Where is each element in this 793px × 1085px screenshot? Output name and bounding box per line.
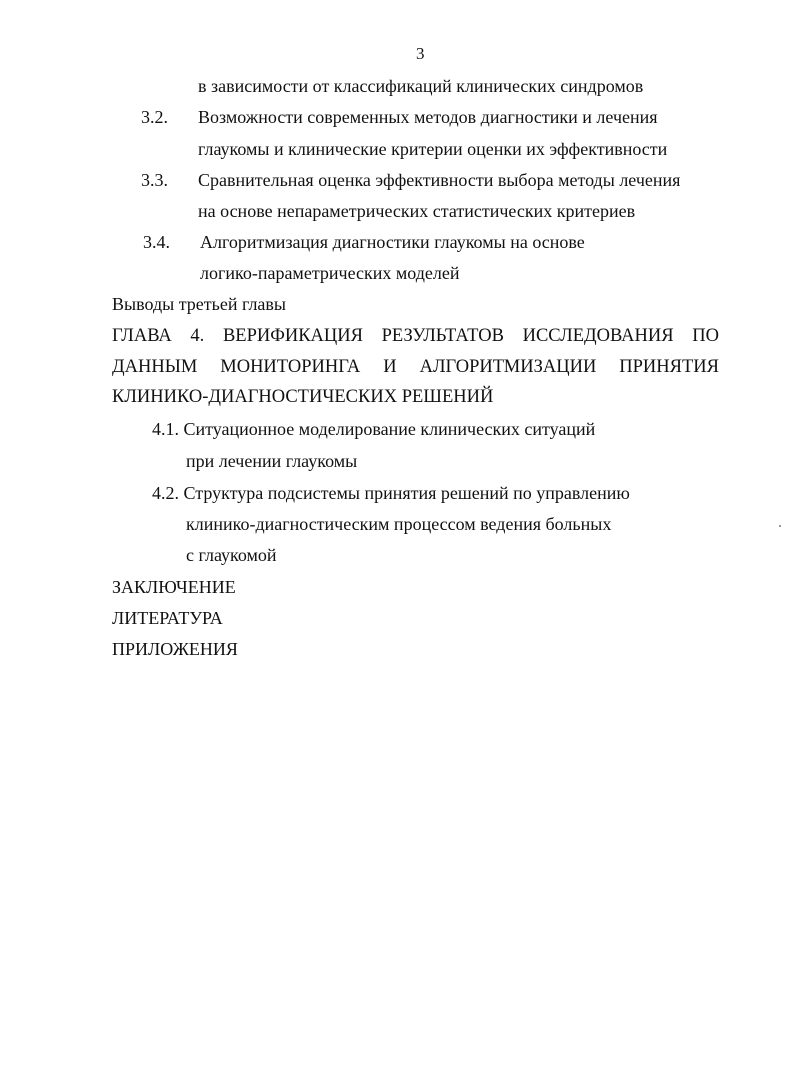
word: ВЕРИФИКАЦИЯ xyxy=(222,326,363,346)
toc-item-4-1-line1: 4.1. Ситуационное моделирование клинических ситуаций xyxy=(152,419,596,439)
scan-speck xyxy=(779,525,781,527)
word: МОНИТОРИНГА xyxy=(220,357,361,377)
word: И xyxy=(383,357,397,377)
toc-item-3-3-number: 3.3. xyxy=(141,170,168,190)
toc-item-3-2-line1: Возможности современных методов диагностики и лечения xyxy=(198,107,658,127)
word: ИССЛЕДОВАНИЯ xyxy=(522,326,674,346)
toc-item-4-1-line2: при лечении глаукомы xyxy=(186,451,358,471)
toc-item-4-2-line3: с глаукомой xyxy=(186,545,277,565)
word: ПРИНЯТИЯ xyxy=(619,357,719,377)
word: АЛГОРИТМИЗАЦИИ xyxy=(419,357,597,377)
word: ПО xyxy=(692,326,719,346)
toc-item-3-2-number: 3.2. xyxy=(141,107,168,127)
word: 4. xyxy=(190,326,205,346)
toc-item-4-2-line1: 4.2. Структура подсистемы принятия решений по управлению xyxy=(152,483,630,503)
toc-appendices: ПРИЛОЖЕНИЯ xyxy=(112,639,238,659)
word: ДАННЫМ xyxy=(112,357,198,377)
toc-item-3-4-number: 3.4. xyxy=(143,232,170,252)
toc-literature: ЛИТЕРАТУРА xyxy=(112,608,223,628)
toc-item-4-2-line2: клинико-диагностическим процессом ведения больных xyxy=(186,514,612,534)
toc-item-3-2-line2: глаукомы и клинические критерии оценки их эффективности xyxy=(198,139,668,159)
toc-item-3-3-line2: на основе непараметрических статистических критериев xyxy=(198,201,636,221)
toc-item-3-3-line1: Сравнительная оценка эффективности выбора методы лечения xyxy=(198,170,681,190)
page-number: 3 xyxy=(416,44,425,63)
word: ГЛАВА xyxy=(112,326,172,346)
toc-item-3-4-line1: Алгоритмизация диагностики глаукомы на основе xyxy=(200,232,585,252)
chapter-4-heading-line-2 xyxy=(112,356,719,378)
chapter-4-heading-line-3: КЛИНИКО-ДИАГНОСТИЧЕСКИХ РЕШЕНИЙ xyxy=(112,387,494,407)
toc-conclusion: ЗАКЛЮЧЕНИЕ xyxy=(112,577,236,597)
word: РЕЗУЛЬТАТОВ xyxy=(381,326,504,346)
toc-conclusions-chapter-3: Выводы третьей главы xyxy=(112,294,287,314)
toc-item-3-4-line2: логико-параметрических моделей xyxy=(200,263,460,283)
toc-continuation-line: в зависимости от классификаций клинических синдромов xyxy=(198,76,644,96)
chapter-4-heading-line-1 xyxy=(112,325,719,347)
